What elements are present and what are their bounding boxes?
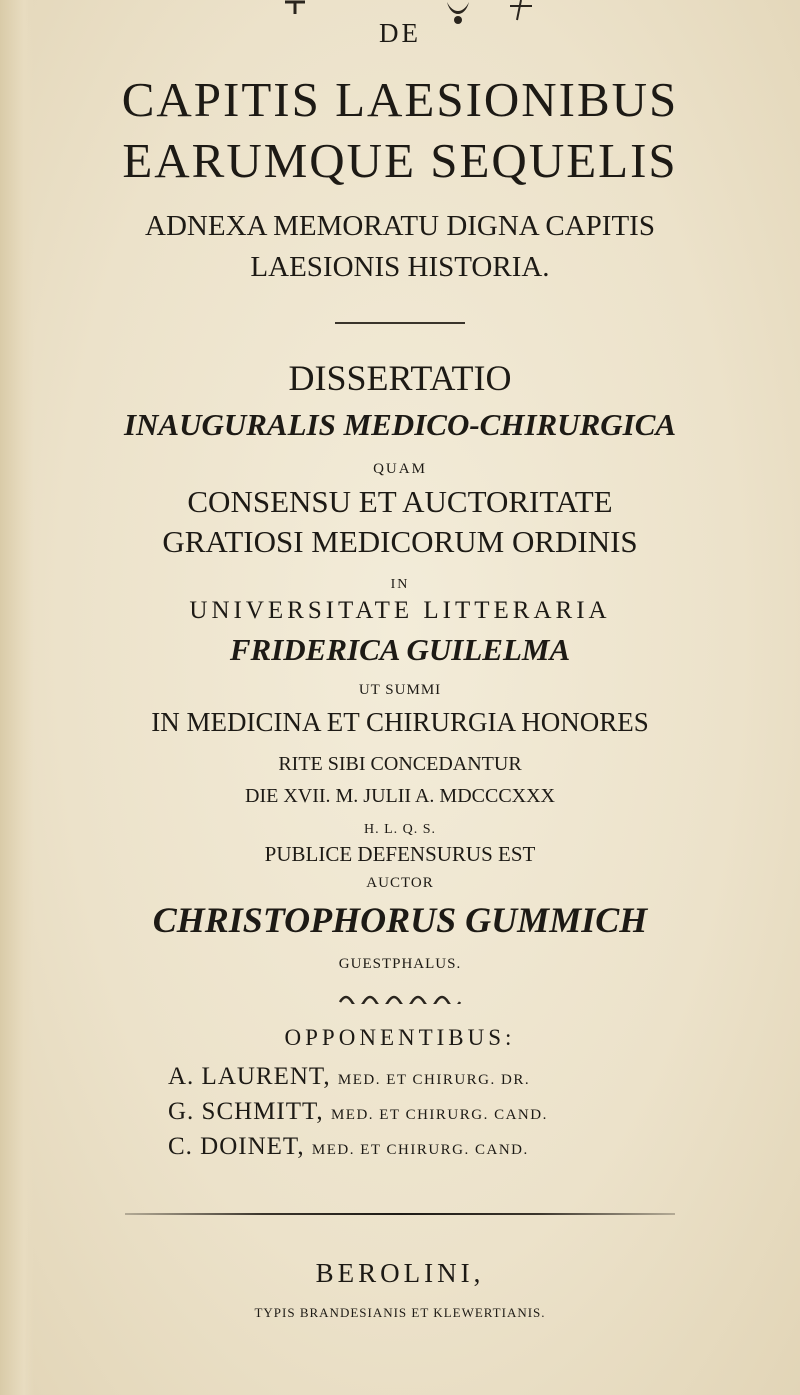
- origin-text: GUESTPHALUS.: [338, 956, 462, 972]
- opponent-title: MED. ET CHIRURG. CAND.: [330, 1107, 548, 1123]
- opponent-name: G. SCHMITT,: [168, 1098, 324, 1125]
- universitate-text: UNIVERSITATE LITTERARIA: [189, 597, 611, 624]
- de-heading: DE: [379, 18, 421, 48]
- inauguralis-heading: INAUGURALIS MEDICO-CHIRURGICA: [123, 407, 677, 442]
- divider-rule-bottom: [125, 1213, 675, 1215]
- opponent-row: [168, 1098, 548, 1126]
- imprint-printer: TYPIS BRANDESIANIS ET KLEWERTIANIS.: [254, 1305, 546, 1320]
- hlqs-text: H. L. Q. S.: [363, 822, 437, 837]
- publice-text: PUBLICE DEFENSURUS EST: [264, 842, 536, 866]
- opponents-heading: OPPONENTIBUS:: [284, 1025, 516, 1050]
- title-line-1: CAPITIS LAESIONIBUS: [121, 72, 679, 127]
- author-name: CHRISTOPHORUS GUMMICH: [152, 900, 648, 940]
- rite-text: RITE SIBI CONCEDANTUR: [278, 753, 522, 775]
- wavy-divider-icon: [338, 992, 462, 1004]
- opponent-name: A. LAURENT,: [168, 1063, 331, 1090]
- opponent-title: MED. ET CHIRURG. CAND.: [311, 1142, 529, 1158]
- opponent-row: [168, 1063, 530, 1091]
- consensu-text: CONSENSU ET AUCTORITATE: [187, 484, 613, 519]
- title-line-2: EARUMQUE SEQUELIS: [122, 133, 678, 188]
- opponent-name: C. DOINET,: [168, 1133, 305, 1160]
- ornament-left-icon: [283, 0, 307, 16]
- auctor-text: AUCTOR: [366, 875, 434, 891]
- divider-rule-top: [335, 322, 465, 324]
- subtitle-line-2: LAESIONIS HISTORIA.: [250, 251, 550, 283]
- friderica-text: FRIDERICA GUILELMA: [229, 632, 571, 667]
- subtitle-line-1: ADNEXA MEMORATU DIGNA CAPITIS: [145, 210, 655, 242]
- dissertatio-heading: DISSERTATIO: [288, 358, 512, 398]
- ut-summi-text: UT SUMMI: [358, 682, 442, 698]
- opponent-title: MED. ET CHIRURG. DR.: [337, 1072, 531, 1088]
- in-text: IN: [390, 577, 410, 592]
- imprint-city: BEROLINI,: [315, 1258, 485, 1288]
- die-text: DIE XVII. M. JULII A. MDCCCXXX: [245, 785, 555, 807]
- in-medicina-text: IN MEDICINA ET CHIRURGIA HONORES: [151, 707, 649, 737]
- gratiosi-text: GRATIOSI MEDICORUM ORDINIS: [162, 524, 638, 559]
- opponent-row: [168, 1133, 529, 1161]
- quam-text: QUAM: [373, 461, 427, 477]
